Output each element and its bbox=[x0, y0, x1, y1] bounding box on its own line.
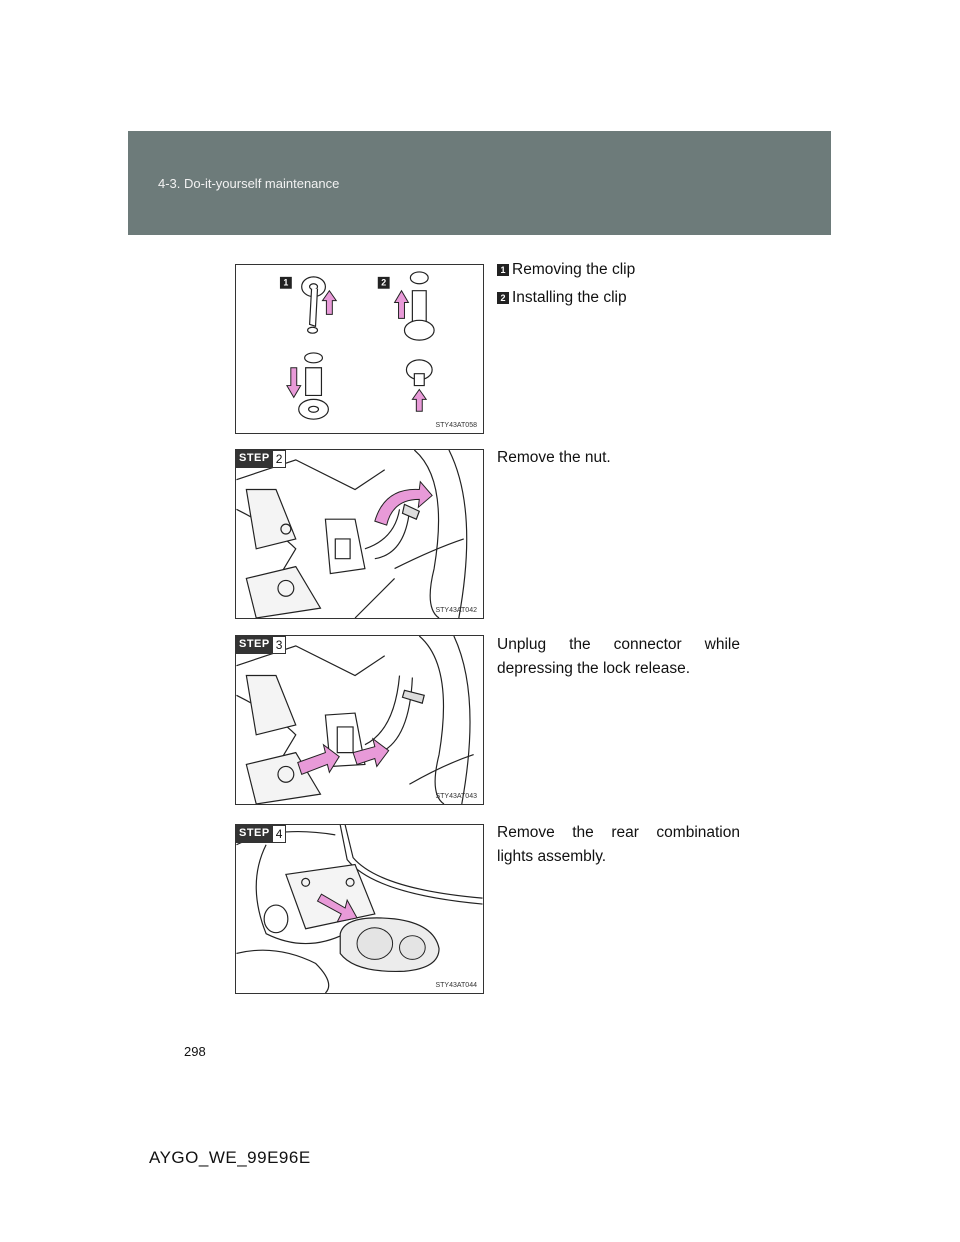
page-number: 298 bbox=[184, 1044, 206, 1059]
step-label: STEP bbox=[236, 450, 273, 468]
step-2-caption: Remove the nut. bbox=[497, 449, 611, 466]
figure-step-3 bbox=[235, 635, 484, 805]
step-badge bbox=[236, 636, 286, 654]
step-label: STEP bbox=[236, 636, 273, 654]
figure-code: STY43AT042 bbox=[435, 607, 477, 614]
figure-marker-1: 1 bbox=[283, 277, 289, 288]
step-label: STEP bbox=[236, 825, 273, 843]
figure-marker-2: 2 bbox=[381, 277, 387, 288]
section-title: 4-3. Do-it-yourself maintenance bbox=[158, 176, 340, 191]
step-number: 3 bbox=[273, 636, 287, 654]
step-number: 4 bbox=[273, 825, 287, 843]
figure-step-2 bbox=[235, 449, 484, 619]
number-marker: 1 bbox=[497, 264, 509, 276]
figure-code: STY43AT058 bbox=[435, 422, 477, 429]
caption-text: Installing the clip bbox=[512, 289, 627, 306]
step-4-caption: Remove the rear combination lights assembly. bbox=[497, 824, 740, 865]
figure-clip bbox=[235, 264, 484, 434]
figure-code: STY43AT044 bbox=[435, 982, 477, 989]
nut-illustration bbox=[236, 450, 483, 618]
step-3-caption: Unplug the connector while depressing the lock release. bbox=[497, 636, 740, 677]
header-band bbox=[128, 131, 831, 235]
step-badge bbox=[236, 450, 286, 468]
number-marker: 2 bbox=[497, 292, 509, 304]
caption-item bbox=[497, 256, 740, 284]
caption-text: Removing the clip bbox=[512, 261, 636, 278]
rear-light-illustration bbox=[236, 825, 483, 993]
step-badge bbox=[236, 825, 286, 843]
connector-illustration bbox=[236, 636, 483, 804]
clip-illustration bbox=[236, 265, 483, 433]
figure-code: STY43AT043 bbox=[435, 793, 477, 800]
clip-captions bbox=[497, 256, 740, 312]
figure-step-4 bbox=[235, 824, 484, 994]
step-number: 2 bbox=[273, 450, 287, 468]
document-code: AYGO_WE_99E96E bbox=[149, 1148, 311, 1167]
caption-item bbox=[497, 284, 740, 312]
